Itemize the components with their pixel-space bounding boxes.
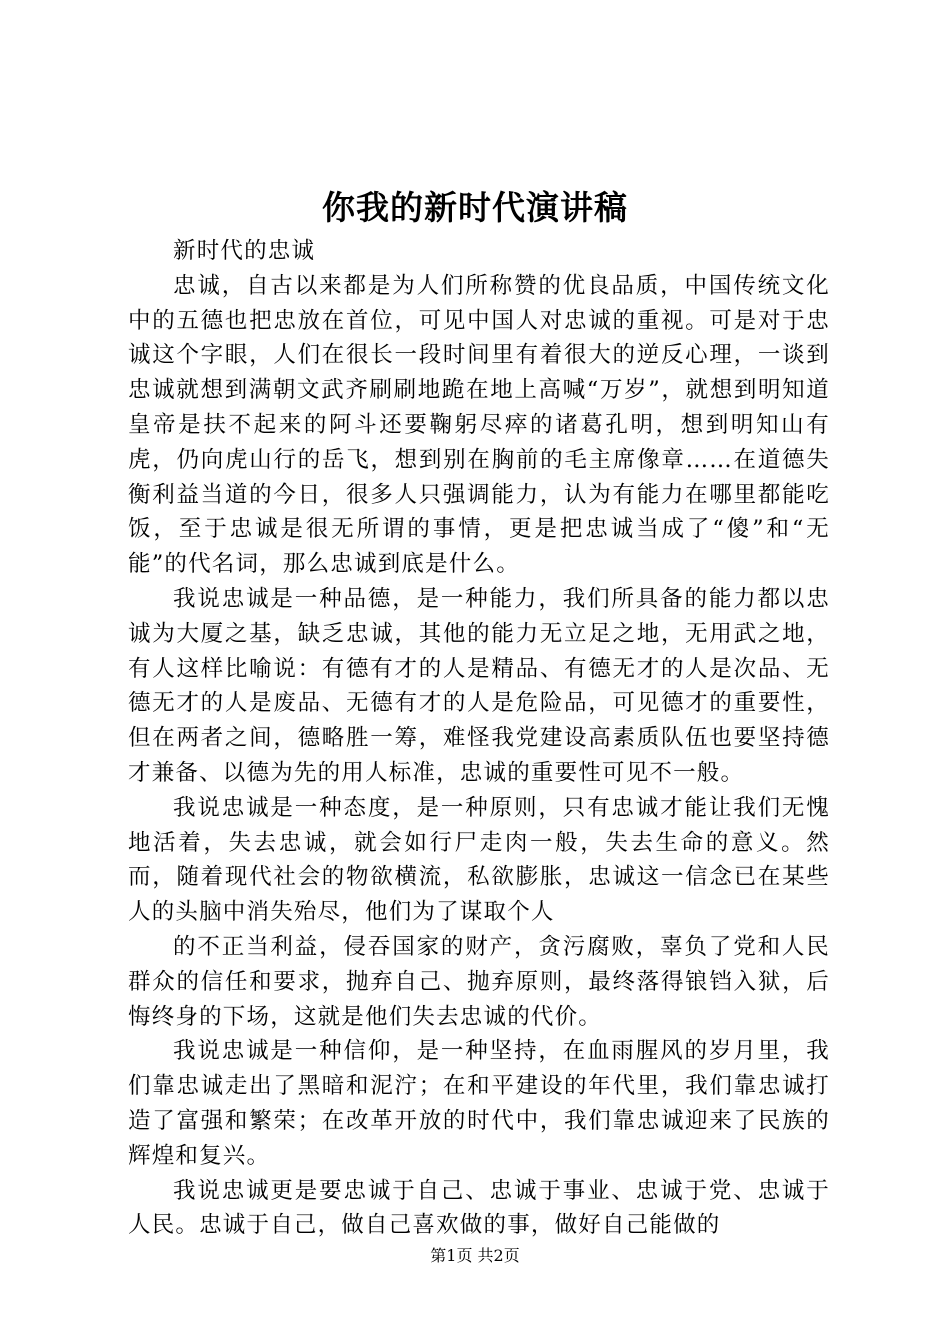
paragraph: 我说忠诚更是要忠诚于自己、忠诚于事业、忠诚于党、忠诚于人民。忠诚于自己，做自己喜欢做的事，做好自己能做的 [128,1177,830,1239]
document-title: 你我的新时代演讲稿 [322,188,628,227]
paragraph-subtitle: 新时代的忠诚 [173,238,316,264]
paragraph: 我说忠诚是一种品德，是一种能力，我们所具备的能力都以忠诚为大厦之基，缺乏忠诚，其他的能力无立足之地，无用武之地，有人这样比喻说：有德有才的人是精品、有德无才的人是次品、无德无才的人是废品、无德有才的人是危险品，可见德才的重要性，但在两者之间，德略胜一筹，难怪我党建设高素质队伍也要坚持德才兼备、以德为先的用人标准，忠诚的重要性可见不一般。 [128,585,830,786]
document-body [128,234,830,1243]
paragraph: 的不正当利益，侵吞国家的财产，贪污腐败，辜负了党和人民群众的信任和要求，抛弃自己、抛弃原则，最终落得锒铛入狱，后悔终身的下场，这就是他们失去忠诚的代价。 [128,933,830,1030]
paragraph: 忠诚，自古以来都是为人们所称赞的优良品质，中国传统文化中的五德也把忠放在首位，可见中国人对忠诚的重视。可是对于忠诚这个字眼，人们在很长一段时间里有着很大的逆反心理，一谈到忠诚就想到满朝文武齐刷刷地跪在地上高喊“万岁”，就想到明知道皇帝是扶不起来的阿斗还要鞠躬尽瘁的诸葛孔明，想到明知山有虎，仍向虎山行的岳飞，想到别在胸前的毛主席像章……在道德失衡利益当道的今日，很多人只强调能力，认为有能力在哪里都能吃饭，至于忠诚是很无所谓的事情，更是把忠诚当成了“傻”和“无能”的代名词，那么忠诚到底是什么。 [128,272,830,578]
page-number-footer: 第1页 共2页 [430,1246,520,1265]
paragraph: 我说忠诚是一种信仰，是一种坚持，在血雨腥风的岁月里，我们靠忠诚走出了黑暗和泥泞；在和平建设的年代里，我们靠忠诚打造了富强和繁荣；在改革开放的时代中，我们靠忠诚迎来了民族的辉煌和复兴。 [128,1038,830,1169]
paragraph: 我说忠诚是一种态度，是一种原则，只有忠诚才能让我们无愧地活着，失去忠诚，就会如行尸走肉一般，失去生命的意义。然而，随着现代社会的物欲横流，私欲膨胀，忠诚这一信念已在某些人的头脑中消失殆尽，他们为了谋取个人 [128,794,830,926]
